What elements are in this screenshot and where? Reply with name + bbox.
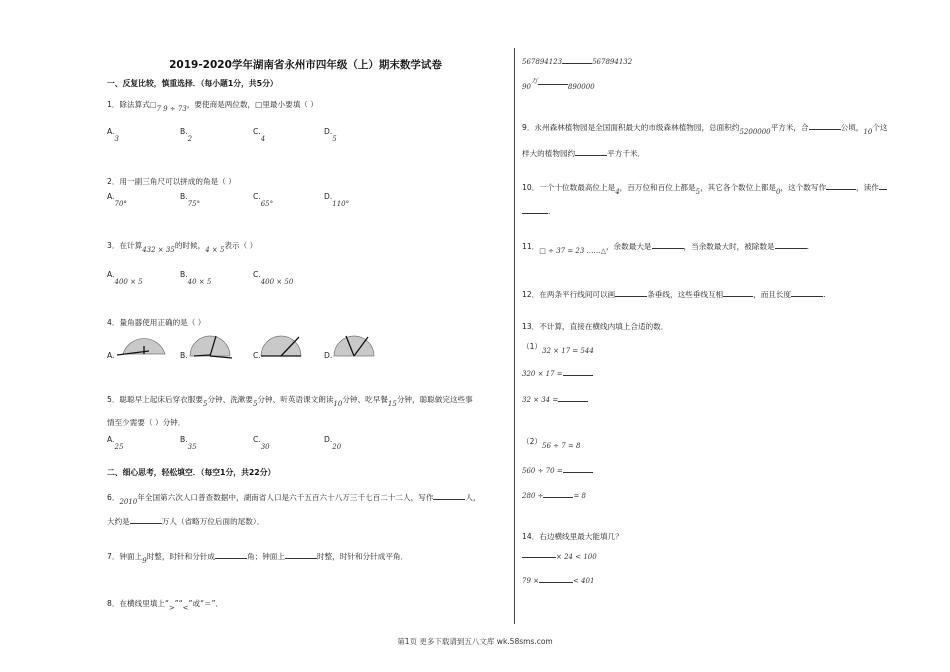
q13-group-2-expression-3a: 280 ÷ (522, 492, 544, 500)
q14-row-2 (522, 576, 594, 586)
question-11-lead: 11． (522, 242, 540, 251)
question-10 (522, 182, 887, 196)
q1-option-a[interactable] (107, 127, 119, 143)
compare-row-2 (522, 77, 595, 91)
option-value: 40 × 5 (187, 278, 212, 286)
question-10-text-b: ，百万位和百位上都是 (619, 183, 696, 192)
question-6-year: 2010 (119, 498, 138, 506)
question-9-line-2a: 样大的植物园约 (522, 149, 576, 158)
q13-group-1-expression-3: 32 × 34 = (522, 396, 559, 404)
question-8-tail: ”或“＝”． (188, 599, 224, 608)
question-7-num: 9 (142, 557, 147, 565)
option-value: 70° (114, 200, 127, 208)
option-value: 110° (332, 200, 350, 208)
question-10-text-e: ，读作 (856, 183, 879, 192)
q13-group-2-label: （2） (522, 437, 543, 446)
compare-number-3: 90 (522, 83, 531, 91)
option-label: B. (180, 351, 188, 360)
q14-row-1 (522, 552, 597, 562)
q2-option-a[interactable] (107, 192, 127, 208)
option-label: B. (180, 270, 188, 279)
less-than-symbol: < (182, 604, 189, 612)
option-value: 5 (332, 135, 337, 143)
question-9 (522, 122, 888, 136)
question-10-text-a: 10．一个十位数最高位上是 (522, 183, 616, 192)
q14-expression-2a: 79 × (522, 577, 539, 585)
q7-answer-blank-2[interactable] (285, 551, 317, 559)
question-6-text: 年全国第六次人口普查数据中，湖南省人口是六千五百六十八万三千七百二十二人，写作 (137, 493, 434, 502)
question-1-tail: ，要使商是两位数，□里最小要填（ ） (186, 100, 318, 109)
question-5-line-2: 情至少需要（ ）分钟． (107, 418, 186, 427)
protractor-a-icon (113, 334, 169, 360)
question-3-expression-1: 432 × 35 (142, 246, 175, 254)
question-11-expression: □ ÷ 37 = 23 …… (539, 247, 601, 255)
q2-option-d[interactable] (324, 192, 350, 208)
q6-answer-blank-1[interactable] (433, 492, 465, 500)
q12-answer-blank-1[interactable] (615, 289, 647, 297)
question-9-text-b: 平方米，合 (770, 123, 809, 132)
question-2: 2．用一副三角尺可以拼成的角是（ ） (107, 177, 236, 186)
q13-group-1-expression-1: 32 × 17 = 544 (542, 347, 594, 355)
q13-group-1-row-1 (522, 342, 594, 355)
option-label: C. (253, 351, 261, 360)
q5-option-d[interactable] (324, 435, 342, 451)
q13-group-1-expression-2: 320 × 17 = (522, 370, 563, 378)
question-9-text-a: 9．永州森林植物园是全国面积最大的市级森林植物园，总面积约 (522, 123, 740, 132)
compare-unit: 万 (530, 77, 538, 85)
q11-answer-blank-2[interactable] (775, 241, 807, 249)
q13-answer-blank-3[interactable] (563, 469, 593, 473)
question-11-text-b: ，余数最大是 (605, 242, 652, 251)
question-5-text-d: 分钟、吃早餐 (342, 395, 388, 404)
q12-answer-blank-3[interactable] (791, 289, 823, 297)
q10-answer-blank-3[interactable] (522, 206, 548, 214)
option-value: 65° (260, 200, 274, 208)
question-8-lead: 8．在横线里填上“ (107, 599, 169, 608)
question-6-line-2b: 万人（省略万位后面的尾数）． (161, 517, 265, 526)
question-3 (107, 241, 258, 254)
q13-answer-blank-2[interactable] (558, 398, 588, 402)
question-12-text-c: ，而且长度 (753, 290, 792, 299)
q13-group-2-row-3 (522, 491, 586, 501)
page-title: 2019-2020学年湖南省永州市四年级（上）期末数学试卷 (169, 59, 442, 71)
option-label: D. (324, 192, 333, 201)
option-label: D. (324, 127, 333, 136)
compare-row-1 (522, 57, 632, 67)
question-5-text-b: 分钟、洗漱要 (207, 395, 253, 404)
q10-answer-blank-1[interactable] (826, 182, 856, 190)
compare-number-1: 567894123 (522, 58, 563, 66)
question-1-expression: 7 9 ÷ 73 (156, 105, 187, 113)
q1-option-b[interactable] (180, 127, 193, 143)
q13-group-1-label: （1） (522, 342, 543, 351)
question-3-expression-2: 4 × 5 (205, 246, 225, 254)
question-5-num-1: 5 (202, 400, 208, 408)
question-3-tail: 表示（ ） (224, 241, 258, 250)
q3-option-b[interactable] (180, 270, 212, 286)
question-14: 14．右边横线里最大能填几？ (522, 532, 623, 541)
question-10-text-c: ，其它各个数位上都是 (700, 183, 777, 192)
option-label: A. (107, 192, 115, 201)
q13-answer-blank-1[interactable] (563, 372, 593, 376)
question-6-line-2a: 大约是 (107, 517, 130, 526)
question-3-lead: 3．在计算 (107, 241, 143, 250)
question-5-num-2: 5 (253, 400, 258, 408)
question-5-text-c: 分钟、听英语课文朗读 (257, 395, 334, 404)
q3-option-a[interactable] (107, 270, 143, 286)
option-value: 30 (260, 443, 270, 451)
question-7 (107, 551, 409, 565)
q1-option-c[interactable] (253, 127, 266, 143)
question-5 (107, 395, 473, 408)
option-label: B. (180, 127, 188, 136)
question-5-text-a: 5．聪聪早上起床后穿衣服要 (107, 395, 203, 404)
option-label: C. (253, 192, 261, 201)
q3-option-c[interactable] (253, 270, 294, 286)
question-10-line-2: . (522, 206, 550, 217)
protractor-d-icon (330, 334, 386, 360)
question-13: 13．不计算，直接在横线内填上合适的数． (522, 322, 669, 331)
question-11-text-c: ，当余数最大时，被除数是 (683, 242, 775, 251)
question-9-text-c: 公顷， (840, 123, 864, 132)
question-10-num-1: 4 (615, 188, 620, 196)
q13-group-1-row-2 (522, 369, 593, 379)
question-9-text-d: 个这 (872, 123, 888, 132)
question-10-text-d: ，这个数写作 (780, 183, 827, 192)
q13-answer-blank-4[interactable] (543, 494, 573, 498)
question-1 (107, 100, 318, 113)
question-6-line-2 (107, 516, 264, 527)
question-6 (107, 492, 481, 506)
q12-answer-blank-2[interactable] (723, 289, 753, 297)
q11-answer-blank-1[interactable] (652, 241, 684, 249)
option-label: A. (107, 270, 115, 279)
option-label: A. (107, 351, 115, 360)
q14-answer-blank-2[interactable] (539, 579, 573, 583)
protractor-c-icon (259, 334, 315, 360)
question-10-num-3: 0 (776, 188, 781, 196)
option-label: C. (253, 127, 261, 136)
option-label: A. (107, 435, 115, 444)
q9-answer-blank-2[interactable] (575, 148, 607, 156)
compare-number-4: 890000 (567, 83, 595, 91)
question-8 (107, 599, 224, 612)
q13-group-2-expression-2: 560 ÷ 70 = (522, 467, 563, 475)
q5-option-c[interactable] (253, 435, 270, 451)
option-label: B. (180, 192, 188, 201)
question-6-tail: 人， (465, 493, 481, 502)
option-label: A. (107, 127, 115, 136)
question-7-tail: 时整，时针和分针成平角． (317, 552, 409, 561)
q13-group-1-row-3 (522, 395, 588, 405)
q5-option-a[interactable] (107, 435, 124, 451)
section-heading-2: 二、细心思考，轻松填空．（每空1分，共22分） (107, 468, 276, 477)
q1-option-d[interactable] (324, 127, 337, 143)
option-value: 25 (114, 443, 124, 451)
q13-group-2-expression-3b: = 8 (573, 492, 586, 500)
option-value: 2 (187, 135, 193, 143)
question-4: 4．量角器使用正确的是（ ） (107, 318, 206, 327)
q5-option-b[interactable] (180, 435, 197, 451)
option-value: 75° (187, 200, 201, 208)
question-7-lead: 7．钟面上 (107, 552, 143, 561)
question-3-mid: 的时候， (174, 241, 206, 250)
option-value: 35 (187, 443, 197, 451)
question-1-lead: 1．除法算式 (107, 100, 150, 109)
question-5-num-4: 15 (387, 400, 397, 408)
greater-than-symbol: > (168, 604, 175, 612)
triangle-symbol: △ (600, 247, 606, 255)
compare-answer-blank-1[interactable] (562, 58, 592, 64)
option-label: C. (253, 270, 261, 279)
question-1-box: □ (149, 101, 157, 109)
question-9-line-2 (522, 148, 645, 159)
question-6-lead: 6． (107, 493, 120, 502)
compare-answer-blank-2[interactable] (538, 79, 568, 85)
question-5-text-e: 分钟，聪聪做完这些事 (396, 395, 473, 404)
question-9-line-2b: 平方千米． (607, 149, 646, 158)
question-12-text-a: 12．在两条平行线间可以画 (522, 290, 616, 299)
option-value: 20 (332, 443, 342, 451)
question-8-mid: ”“ (174, 599, 183, 608)
question-7-text-c: 角；钟面上 (247, 552, 285, 561)
q14-expression-2b: < 401 (573, 577, 595, 585)
q14-answer-blank-1[interactable] (522, 557, 556, 558)
q13-group-2-row-1 (522, 437, 581, 450)
question-12: 12．在两条平行线间可以画 条垂线，这些垂线互相 ，而且长度 . (522, 290, 826, 299)
column-divider (514, 48, 515, 624)
question-7-text-b: 时整，时针和分针成 (146, 552, 216, 561)
page-footer: 第1页 更多下载请到五八文库 wk.58sms.com (397, 637, 553, 646)
section-heading-1: 一、反复比较，慎重选择．（每小题1分，共5分） (107, 79, 278, 88)
option-value: 400 × 5 (114, 278, 143, 286)
question-11: 11．□ ÷ 37 = 23 ……△，余数最大是 ，当余数最大时，被除数是 . (522, 242, 810, 255)
q13-group-2-row-2 (522, 466, 593, 476)
q14-expression-1: × 24 < 100 (556, 553, 597, 561)
q2-option-c[interactable] (253, 192, 274, 208)
option-value: 400 × 50 (260, 278, 294, 286)
compare-number-2: 567894132 (592, 58, 633, 66)
q2-option-b[interactable] (180, 192, 201, 208)
option-value: 4 (260, 135, 266, 143)
q7-answer-blank-1[interactable] (215, 551, 247, 559)
option-value: 3 (114, 135, 119, 143)
question-5-num-3: 10 (333, 400, 343, 408)
question-10-num-2: 5 (695, 188, 701, 196)
q10-answer-blank-2[interactable] (879, 182, 887, 190)
option-label: D. (324, 435, 333, 444)
option-label: B. (180, 435, 188, 444)
question-9-num-1: 5200000 (739, 128, 771, 136)
protractor-b-icon (186, 334, 242, 360)
q13-group-2-expression-1: 56 ÷ 7 = 8 (542, 442, 581, 450)
option-label: D. (324, 351, 333, 360)
q6-answer-blank-2[interactable] (130, 516, 162, 524)
question-12-text-b: 条垂线，这些垂线互相 (647, 290, 724, 299)
question-9-num-2: 10 (863, 128, 873, 136)
option-label: C. (253, 435, 261, 444)
q9-answer-blank-1[interactable] (809, 122, 841, 130)
